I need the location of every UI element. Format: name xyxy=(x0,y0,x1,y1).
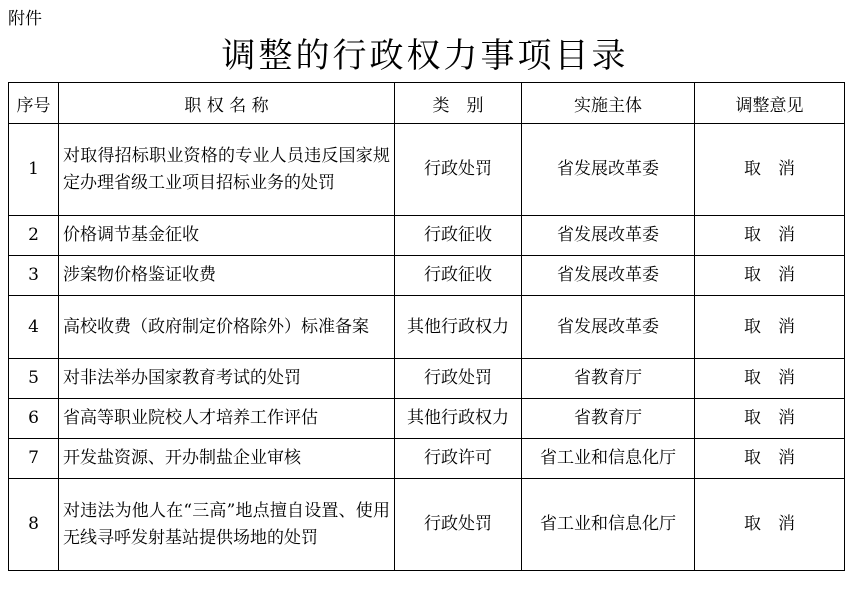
cell-name: 开发盐资源、开办制盐企业审核 xyxy=(59,439,395,479)
cell-name: 对违法为他人在“三高”地点擅自设置、使用无线寻呼发射基站提供场地的处罚 xyxy=(59,479,395,571)
header-opinion: 调整意见 xyxy=(695,83,845,124)
cell-body: 省发展改革委 xyxy=(522,124,695,216)
cell-type: 行政许可 xyxy=(395,439,522,479)
cell-opinion: 取 消 xyxy=(695,296,845,359)
cell-type: 行政征收 xyxy=(395,216,522,256)
header-body: 实施主体 xyxy=(522,83,695,124)
cell-body: 省教育厅 xyxy=(522,359,695,399)
table-row xyxy=(9,296,845,359)
table-row xyxy=(9,479,845,571)
cell-type: 行政征收 xyxy=(395,256,522,296)
cell-no: 2 xyxy=(9,216,59,256)
cell-body: 省发展改革委 xyxy=(522,256,695,296)
table-header-row xyxy=(9,83,845,124)
cell-opinion: 取 消 xyxy=(695,216,845,256)
power-catalog-table xyxy=(8,82,845,571)
cell-opinion: 取 消 xyxy=(695,479,845,571)
table-row xyxy=(9,216,845,256)
table-row xyxy=(9,359,845,399)
cell-opinion: 取 消 xyxy=(695,359,845,399)
header-name: 职 权 名 称 xyxy=(59,83,395,124)
cell-type: 其他行政权力 xyxy=(395,399,522,439)
cell-no: 8 xyxy=(9,479,59,571)
cell-name: 高校收费（政府制定价格除外）标准备案 xyxy=(59,296,395,359)
header-no: 序号 xyxy=(9,83,59,124)
cell-name: 对取得招标职业资格的专业人员违反国家规定办理省级工业项目招标业务的处罚 xyxy=(59,124,395,216)
table-row xyxy=(9,256,845,296)
cell-name: 省高等职业院校人才培养工作评估 xyxy=(59,399,395,439)
cell-name: 价格调节基金征收 xyxy=(59,216,395,256)
cell-no: 5 xyxy=(9,359,59,399)
cell-body: 省发展改革委 xyxy=(522,296,695,359)
attachment-label: 附件 xyxy=(8,9,42,29)
cell-type: 其他行政权力 xyxy=(395,296,522,359)
cell-opinion: 取 消 xyxy=(695,439,845,479)
cell-body: 省发展改革委 xyxy=(522,216,695,256)
cell-no: 4 xyxy=(9,296,59,359)
cell-body: 省工业和信息化厅 xyxy=(522,439,695,479)
table-row xyxy=(9,124,845,216)
cell-no: 7 xyxy=(9,439,59,479)
cell-name: 涉案物价格鉴证收费 xyxy=(59,256,395,296)
cell-opinion: 取 消 xyxy=(695,256,845,296)
cell-type: 行政处罚 xyxy=(395,479,522,571)
cell-no: 1 xyxy=(9,124,59,216)
header-type: 类 别 xyxy=(395,83,522,124)
cell-no: 6 xyxy=(9,399,59,439)
cell-body: 省工业和信息化厅 xyxy=(522,479,695,571)
cell-no: 3 xyxy=(9,256,59,296)
cell-opinion: 取 消 xyxy=(695,124,845,216)
cell-body: 省教育厅 xyxy=(522,399,695,439)
cell-opinion: 取 消 xyxy=(695,399,845,439)
table-row xyxy=(9,399,845,439)
cell-name: 对非法举办国家教育考试的处罚 xyxy=(59,359,395,399)
page-title: 调整的行政权力事项目录 xyxy=(221,36,629,76)
cell-type: 行政处罚 xyxy=(395,124,522,216)
table-row xyxy=(9,439,845,479)
cell-type: 行政处罚 xyxy=(395,359,522,399)
